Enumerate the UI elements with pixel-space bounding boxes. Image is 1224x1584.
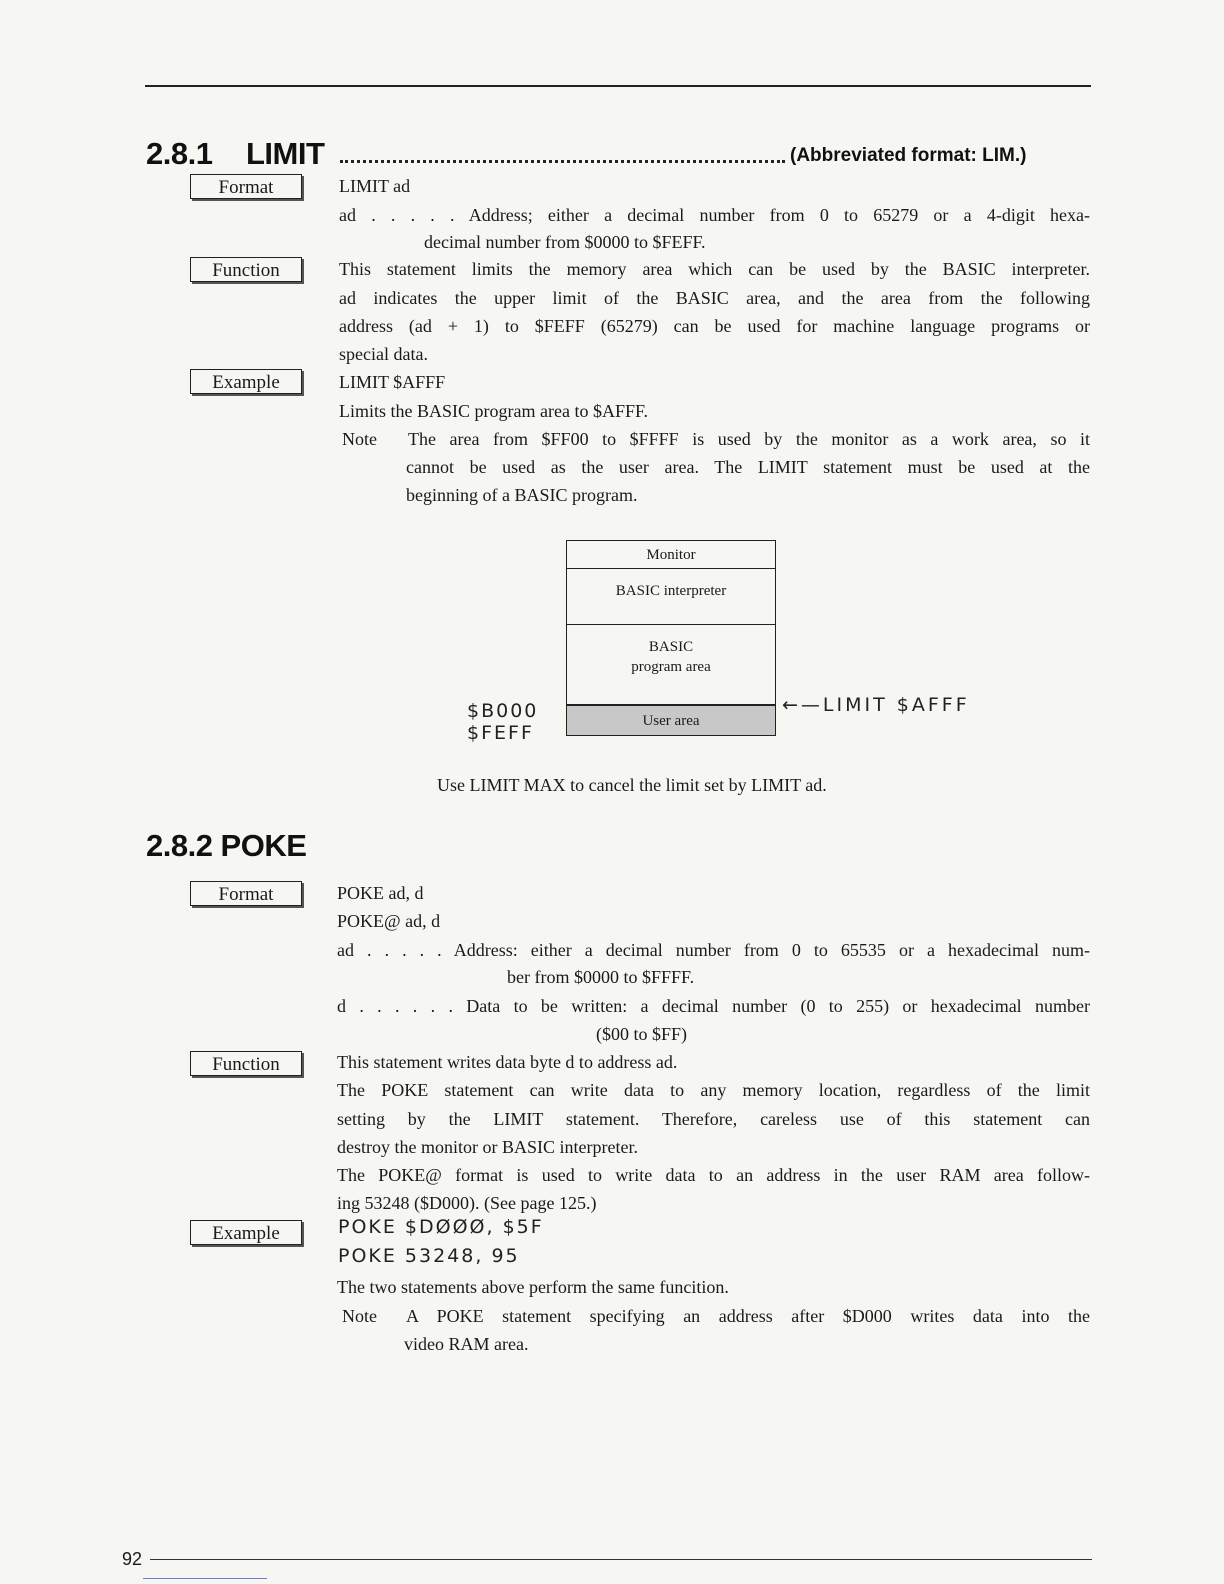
limit-abbreviated-format: (Abbreviated format: LIM.) — [790, 145, 1027, 166]
poke-ad-line-2: ber from $0000 to $FFFF. — [507, 967, 695, 987]
diagram-limit-arrow: ←—LIMIT $AFFF — [782, 694, 970, 716]
limit-function-line-1: This statement limits the memory area which can be used by the BASIC interpreter. — [339, 259, 1090, 279]
poke-function-line-6: ing 53248 ($D000). (See page 125.) — [337, 1193, 597, 1213]
diagram-monitor: Monitor — [567, 541, 775, 569]
limit-result-line: Limits the BASIC program area to $AFFF. — [339, 401, 649, 421]
limit-function-line-2: ad indicates the upper limit of the BASIC area, and the area from the following — [339, 288, 1090, 308]
poke-note-line-1: A POKE statement specifying an address after $D000 writes data into the — [406, 1306, 1090, 1326]
limit-format-line: LIMIT ad — [339, 176, 411, 196]
dotted-leader — [340, 160, 785, 163]
footer-accent-line — [143, 1578, 267, 1579]
limit-note-line-1: The area from $FF00 to $FFFF is used by the monitor as a work area, so it — [408, 429, 1090, 449]
limit-note-label: Note — [342, 429, 377, 449]
diagram-basic-program-line1: BASIC — [648, 639, 694, 655]
poke-function-line-1: This statement writes data byte d to address ad. — [337, 1052, 678, 1072]
page-number: 92 — [122, 1549, 143, 1569]
limit-heading-number: 2.8.1 — [146, 136, 213, 171]
diagram-addr-feff: $FEFF — [467, 722, 534, 744]
poke-format-label: Format — [190, 881, 302, 906]
memory-map-diagram — [566, 540, 776, 736]
limit-note-line-3: beginning of a BASIC program. — [406, 485, 638, 505]
diagram-basic-interpreter: BASIC interpreter — [567, 569, 775, 625]
poke-format-line-1: POKE ad, d — [337, 883, 424, 903]
poke-ad-line-1: ad . . . . . Address: either a decimal number from 0 to 65535 or a hexadecimal num- — [337, 940, 1090, 960]
poke-function-line-5: The POKE@ format is used to write data to an address in the user RAM area follow- — [337, 1165, 1090, 1185]
poke-function-line-4: destroy the monitor or BASIC interpreter. — [337, 1137, 638, 1157]
poke-function-label: Function — [190, 1051, 302, 1076]
poke-note-label: Note — [342, 1306, 377, 1326]
limit-ad-line-1: ad . . . . . Address; either a decimal number from 0 to 65279 or a 4-digit hexa- — [339, 205, 1090, 225]
limit-function-label: Function — [190, 257, 302, 282]
poke-heading: 2.8.2 POKE — [146, 828, 307, 863]
footer-rule — [150, 1559, 1092, 1560]
limit-heading-word: LIMIT — [246, 136, 325, 171]
diagram-addr-b000: $B000 — [467, 700, 539, 722]
poke-example-code-2: POKE 53248, 95 — [338, 1245, 520, 1267]
diagram-basic-program-line2: program area — [631, 659, 711, 675]
limit-function-line-3: address (ad + 1) to $FEFF (65279) can be used for machine language programs or — [339, 316, 1090, 336]
top-rule — [145, 85, 1091, 87]
limit-example-line: LIMIT $AFFF — [339, 372, 446, 392]
limit-note-line-2: cannot be used as the user area. The LIMIT statement must be used at the — [406, 457, 1090, 477]
limit-cancel-line: Use LIMIT MAX to cancel the limit set by LIMIT ad. — [437, 775, 827, 795]
limit-ad-line-2: decimal number from $0000 to $FEFF. — [424, 232, 706, 252]
poke-function-line-3: setting by the LIMIT statement. Therefore, careless use of this statement can — [337, 1109, 1090, 1129]
poke-same-line: The two statements above perform the same funcition. — [337, 1277, 729, 1297]
limit-example-label: Example — [190, 369, 302, 394]
poke-d-line-2: ($00 to $FF) — [596, 1024, 688, 1044]
limit-format-label: Format — [190, 174, 302, 199]
poke-example-code-1: POKE $DØØØ, $5F — [338, 1216, 544, 1238]
limit-function-line-4: special data. — [339, 344, 428, 364]
diagram-user-area: User area — [567, 705, 775, 735]
poke-note-line-2: video RAM area. — [404, 1334, 529, 1354]
poke-format-line-2: POKE@ ad, d — [337, 911, 441, 931]
poke-d-line-1: d . . . . . . Data to be written: a decimal number (0 to 255) or hexadecimal number — [337, 996, 1090, 1016]
poke-function-line-2: The POKE statement can write data to any memory location, regardless of the limit — [337, 1080, 1090, 1100]
poke-example-label: Example — [190, 1220, 302, 1245]
